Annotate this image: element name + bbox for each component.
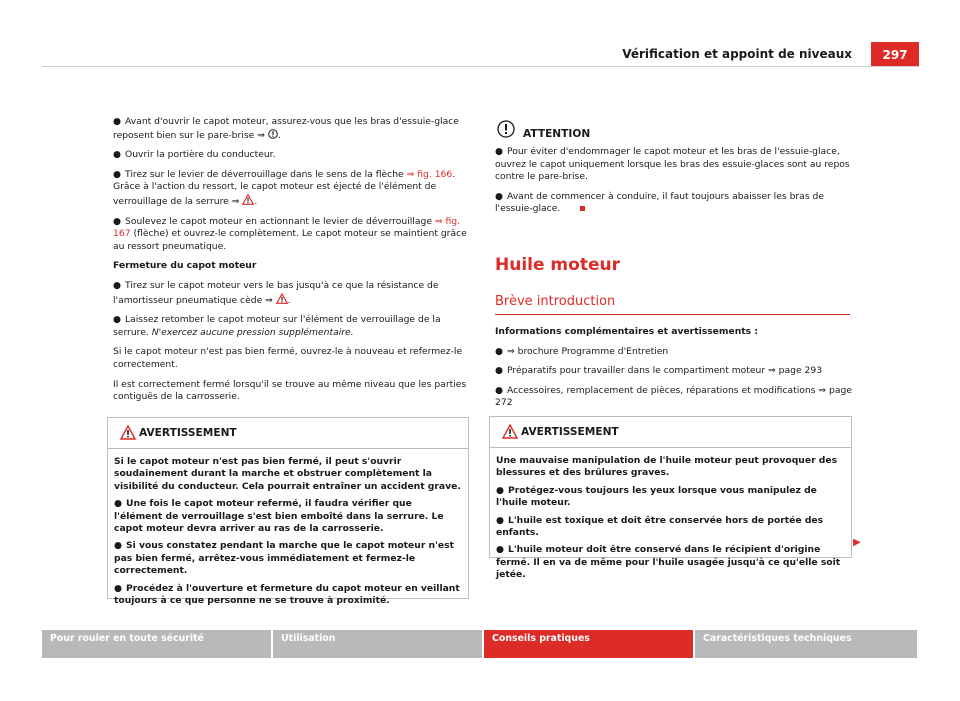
warning-header: AVERTISSEMENT xyxy=(108,418,468,449)
list-item: ● Préparatifs pour travailler dans le compartiment moteur ⇒ page 293 xyxy=(495,365,823,377)
paragraph: Si le capot moteur n'est pas bien fermé, ouvrez-le à nouveau et refermez-le correctement. xyxy=(113,346,463,370)
subsection: Brève introduction xyxy=(495,294,850,315)
info-circle-icon xyxy=(268,129,278,139)
list-item: ● Protégez-vous toujours les yeux lorsque vous manipulez de l'huile moteur. xyxy=(496,484,817,509)
left-column xyxy=(113,116,468,411)
bullet: ● xyxy=(113,168,122,180)
list-item: ● L'huile moteur doit être conservé dans le récipient d'origine fermé. Il en va de même pour l'huile usagée jusqu'à ce qu'elle soit jetée. xyxy=(496,544,841,581)
list-item: ● Tirez sur le levier de déverrouillage dans le sens de la flèche ⇒ fig. 166. Grâce à l'action du ressort, le capot moteur est éjecté de l'élément de verrouillage de la serrure ⇒ . xyxy=(113,168,456,207)
footer-tab-safety[interactable]: Pour rouler en toute sécurité xyxy=(42,630,271,658)
page-number: 297 xyxy=(871,42,919,66)
list-item: ● Avant de commencer à conduire, il faut toujours abaisser les bras de l'essuie-glace. xyxy=(495,190,825,215)
figure-link[interactable]: ⇒ fig. 166 xyxy=(406,168,453,180)
bullet: ● xyxy=(113,215,122,227)
continue-arrow-icon: ▶ xyxy=(853,537,861,548)
bullet: ● xyxy=(113,279,122,291)
exclamation-circle-icon xyxy=(497,120,515,138)
end-marker xyxy=(580,206,585,211)
bullet: ● xyxy=(113,149,122,161)
info-block: Informations complémentaires et avertissements : ● ⇒ brochure Programme d'Entretien ● Préparatifs pour travailler dans le compartiment moteur ⇒ page 293 ● Accessoires, remplacement de pièces, réparations et modifications ⇒ page 272 xyxy=(495,326,855,417)
figure-link[interactable]: ⇒ fig. 167 xyxy=(113,215,461,240)
bullet: ● xyxy=(113,314,122,326)
warning-box xyxy=(489,416,852,581)
list-item: ● Accessoires, remplacement de pièces, réparations et modifications ⇒ page 272 xyxy=(495,384,852,409)
list-item: ● Pour éviter d'endommager le capot moteur et les bras de l'essuie-glace, ouvrez le capot uniquement lorsque les bras des essuie-glaces sont au repos contre le pare-brise. xyxy=(495,146,850,183)
subsection-divider xyxy=(495,314,850,315)
warning-triangle-icon xyxy=(502,424,518,439)
warning-body: Une mauvaise manipulation de l'huile moteur peut provoquer des blessures et des brûlures graves. ● Protégez-vous toujours les yeux lorsque vous manipulez de l'huile moteur. ● L'huile est toxique et doit être conservée hors de portée des enfants. ● L'huile moteur doit être conservé dans le récipient d'origine fermé. Il en va de même pour l'huile usagée jusqu'à ce qu'elle soit jetée. xyxy=(490,448,851,588)
list-item: ● Tirez sur le capot moteur vers le bas jusqu'à ce que la résistance de l'amortisseur pneumatique cède ⇒ . xyxy=(113,279,439,306)
list-item: ● Procédez à l'ouverture et fermeture du capot moteur en veillant toujours à ce que personne ne se trouve à proximité. xyxy=(114,582,460,607)
list-item: ● Laissez retomber le capot moteur sur l'élément de verrouillage de la serrure. N'exercez aucune pression supplémentaire. xyxy=(113,314,441,338)
warning-triangle-icon xyxy=(120,425,136,440)
warning-triangle-icon xyxy=(242,194,254,205)
section-title: Huile moteur xyxy=(495,255,620,275)
footer-nav xyxy=(42,630,917,658)
header-divider xyxy=(42,66,919,67)
right-column xyxy=(495,124,855,223)
list-item: ● Soulevez le capot moteur en actionnant le levier de déverrouillage ⇒ fig. 167 (flèche) et ouvrez-le complètement. Le capot moteur se maintient grâce au ressort pneumatique. xyxy=(113,215,467,252)
warning-body: Si le capot moteur n'est pas bien fermé, il peut s'ouvrir soudainement durant la marche et obstruer complètement la visibilité du conducteur. Cela pourrait entraîner un accident grave. ● Une fois le capot moteur refermé, il faudra vérifier que l'élément de verrouillage s'est bien emboîté dans la serrure. Le capot moteur devra arriver au ras de la carrosserie. ● Si vous constatez pendant la marche que le capot moteur n'est pas bien fermé, arrêtez-vous immédiatement et fermez-le correctement. ● Procédez à l'ouverture et fermeture du capot moteur en veillant toujours à ce que personne ne se trouve à proximité. xyxy=(114,456,461,607)
footer-tab-usage[interactable]: Utilisation xyxy=(273,630,482,658)
list-item: ● Une fois le capot moteur refermé, il faudra vérifier que l'élément de verrouillage s'est bien emboîté dans la serrure. Le capot moteur devra arriver au ras de la carrosserie. xyxy=(114,498,444,535)
list-item: ● ⇒ brochure Programme d'Entretien xyxy=(495,345,669,357)
bullet: ● xyxy=(113,116,122,127)
footer-tab-practical-tips[interactable]: Conseils pratiques xyxy=(484,630,693,658)
page-header-title: Vérification et appoint de niveaux xyxy=(622,47,852,61)
warning-header: AVERTISSEMENT xyxy=(490,417,851,448)
paragraph: Il est correctement fermé lorsqu'il se trouve au même niveau que les parties contiguës de la carrosserie. xyxy=(113,378,467,403)
footer-tab-technical[interactable]: Caractéristiques techniques xyxy=(695,630,917,658)
warning-triangle-icon xyxy=(276,293,288,304)
list-item: ● Ouvrir la portière du conducteur. xyxy=(113,149,276,161)
attention-header: ATTENTION xyxy=(495,124,855,144)
warning-box xyxy=(107,417,469,607)
list-item: ● Si vous constatez pendant la marche que le capot moteur n'est pas bien fermé, arrêtez-vous immédiatement et fermez-le correctement. xyxy=(114,540,455,577)
list-item: ● Avant d'ouvrir le capot moteur, assurez-vous que les bras d'essuie-glace reposent bien sur le pare-brise ⇒ . xyxy=(113,116,459,141)
list-item: ● L'huile est toxique et doit être conservée hors de portée des enfants. xyxy=(496,514,824,539)
close-heading: Fermeture du capot moteur xyxy=(113,260,257,272)
